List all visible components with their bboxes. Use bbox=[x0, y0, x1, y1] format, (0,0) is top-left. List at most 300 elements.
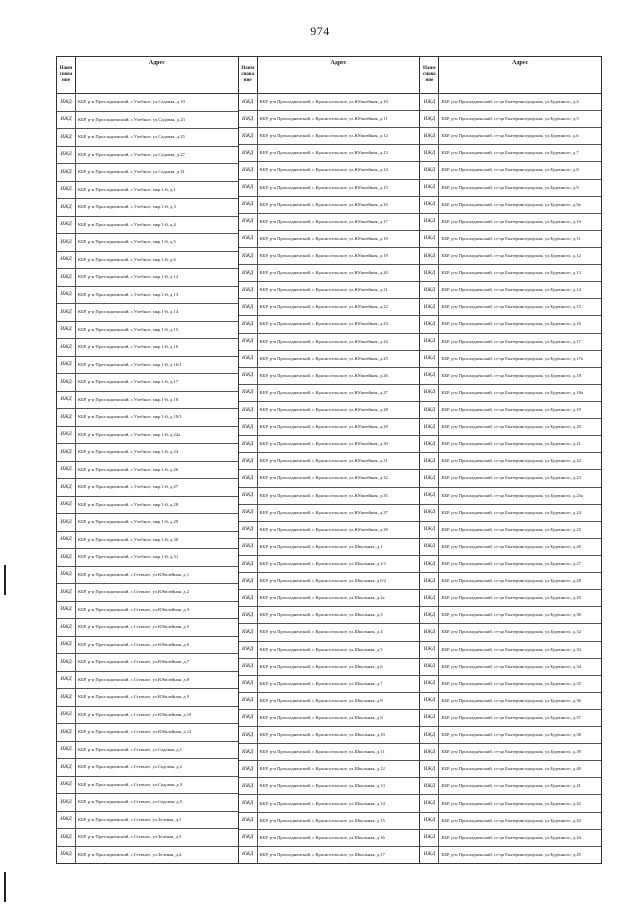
object-type-cell: ИЖД bbox=[239, 453, 258, 469]
table-row bbox=[420, 419, 601, 436]
object-type-cell: ИЖД bbox=[420, 334, 439, 350]
object-type-cell: ИЖД bbox=[57, 94, 76, 111]
table-row bbox=[57, 94, 238, 112]
object-type-cell: ИЖД bbox=[420, 351, 439, 367]
address-cell: КБР, р-н Прохладненский, с.Красносельское, ул.Школьная, д.17 bbox=[259, 851, 385, 857]
object-type-cell: ИЖД bbox=[420, 607, 439, 623]
table-row bbox=[239, 436, 420, 453]
table-header bbox=[420, 57, 601, 94]
address-cell: КБР, р-н Прохладненский, с.Красносельское, ул.Юбилейная, д.26 bbox=[259, 372, 388, 378]
object-type-cell: ИЖД bbox=[239, 128, 258, 144]
table-row bbox=[57, 147, 238, 165]
table-row bbox=[420, 145, 601, 162]
table-row bbox=[420, 488, 601, 505]
address-cell: КБР, р-н Прохладненский, с.Красносельское, ул.Юбилейная, д.30 bbox=[259, 441, 388, 447]
object-type-cell: ИЖД bbox=[57, 829, 76, 846]
object-type-cell: ИЖД bbox=[420, 265, 439, 281]
object-type-cell: ИЖД bbox=[420, 710, 439, 726]
object-type-cell: ИЖД bbox=[420, 436, 439, 452]
address-cell: КБР, р-н Прохладненский, ст-ца Екатериноградская, ул.Буденного, д.10 bbox=[441, 218, 581, 224]
table-row bbox=[57, 602, 238, 620]
object-type-cell: ИЖД bbox=[57, 252, 76, 269]
table-row bbox=[57, 322, 238, 340]
address-cell: КБР, р-н Прохладненский, ст-ца Екатериноградская, ул.Буденного, д.13 bbox=[441, 270, 581, 276]
table-row bbox=[420, 282, 601, 299]
address-cell: КБР, р-н Прохладненский, ст-ца Екатериноградская, ул.Буденного, д.35 bbox=[441, 680, 581, 686]
object-type-cell: ИЖД bbox=[239, 94, 258, 110]
address-cell: КБР, р-н Прохладненский, ст-ца Екатериноградская, ул.Буденного, д.43 bbox=[441, 817, 581, 823]
table-row bbox=[239, 505, 420, 522]
table-row bbox=[57, 217, 238, 235]
object-type-cell: ИЖД bbox=[239, 162, 258, 178]
table-row bbox=[57, 794, 238, 812]
address-cell: КБР, р-н Прохладненский, с.Красносельское, ул.Юбилейная, д.21 bbox=[259, 287, 388, 293]
address-cell: КБР, р-н Прохладненский, с.Учебное, мкр.1-й, д.18/1 bbox=[78, 414, 182, 420]
table-row bbox=[57, 812, 238, 830]
object-type-cell: ИЖД bbox=[57, 182, 76, 199]
object-type-cell: ИЖД bbox=[57, 602, 76, 619]
address-cell: КБР, р-н Прохладненский, ст-ца Екатериноградская, ул.Буденного, д.27 bbox=[441, 561, 581, 566]
table-row bbox=[239, 419, 420, 436]
table-row bbox=[239, 145, 420, 162]
header-name-cell: Наим снова ние bbox=[420, 57, 439, 93]
header-address-cell: Адрес bbox=[148, 60, 165, 66]
table-row bbox=[57, 707, 238, 725]
object-type-cell: ИЖД bbox=[420, 488, 439, 504]
address-cell: КБР, р-н Прохладненский, с.Степное, ул.Юбилейная, д.8 bbox=[78, 676, 189, 682]
table-row bbox=[57, 759, 238, 777]
table-body bbox=[239, 94, 420, 863]
address-cell: КБР, р-н Прохладненский, с.Красносельское, ул.Юбилейная, д.31 bbox=[259, 458, 388, 464]
object-type-cell: ИЖД bbox=[57, 269, 76, 286]
table-row bbox=[239, 282, 420, 299]
table-row bbox=[420, 607, 601, 624]
object-type-cell: ИЖД bbox=[57, 847, 76, 864]
address-cell: КБР, р-н Прохладненский, ст-ца Екатериноградская, ул.Буденного, д.19 bbox=[441, 407, 581, 413]
address-cell: КБР, р-н Прохладненский, с.Степное, ул.Зеленая, д.1 bbox=[78, 816, 182, 822]
table-row bbox=[239, 573, 420, 590]
table-row bbox=[239, 676, 420, 693]
address-cell: КБР, р-н Прохладненский, с.Степное, ул.Зеленая, д.4 bbox=[78, 851, 182, 857]
object-type-cell: ИЖД bbox=[239, 282, 258, 298]
address-cell: КБР, р-н Прохладненский, с.Учебное, мкр.1-й, д.28 bbox=[78, 501, 179, 507]
table-row bbox=[57, 234, 238, 252]
object-type-cell: ИЖД bbox=[239, 693, 258, 709]
table-row bbox=[57, 724, 238, 742]
address-cell: КБР, р-н Прохладненский, ст-ца Екатериноградская, ул.Буденного, д.6 bbox=[441, 133, 579, 139]
table-row bbox=[239, 590, 420, 607]
object-type-cell: ИЖД bbox=[239, 778, 258, 794]
object-type-cell: ИЖД bbox=[420, 162, 439, 178]
object-type-cell: ИЖД bbox=[57, 637, 76, 654]
object-type-cell: ИЖД bbox=[239, 847, 258, 863]
address-cell: КБР, р-н Прохладненский, ст-ца Екатериноградская, ул.Буденного, д.38 bbox=[441, 732, 581, 738]
address-cell: КБР, р-н Прохладненский, с.Красносельское, ул.Юбилейная, д.29 bbox=[259, 424, 388, 430]
object-type-cell: ИЖД bbox=[239, 299, 258, 315]
table-row bbox=[420, 385, 601, 402]
object-type-cell: ИЖД bbox=[420, 659, 439, 675]
object-type-cell: ИЖД bbox=[239, 607, 258, 623]
address-cell: КБР, р-н Прохладненский, с.Степное, ул.Юбилейная, д.1 bbox=[78, 571, 189, 577]
table-row bbox=[57, 532, 238, 550]
address-cell: КБР, р-н Прохладненский, ст-ца Екатериноградская, ул.Буденного, д.16 bbox=[441, 321, 581, 327]
address-cell: КБР, р-н Прохладненский, с.Красносельское, ул.Школьная, д.4 bbox=[259, 629, 383, 635]
address-cell: КБР, р-н Прохладненский, с.Красносельское, ул.Школьная, д.13 bbox=[259, 783, 385, 789]
object-type-cell: ИЖД bbox=[420, 522, 439, 538]
table-row bbox=[57, 164, 238, 182]
table-row bbox=[420, 573, 601, 590]
object-type-cell: ИЖД bbox=[239, 248, 258, 264]
address-cell: КБР, р-н Прохладненский, с.Учебное, мкр.1-й, д.1 bbox=[78, 186, 176, 192]
table-row bbox=[57, 672, 238, 690]
address-cell: КБР, р-н Прохладненский, с.Учебное, мкр.1-й, д.31 bbox=[78, 554, 179, 560]
table-row bbox=[420, 659, 601, 676]
table-row bbox=[239, 795, 420, 812]
table-row bbox=[239, 128, 420, 145]
table-row bbox=[57, 742, 238, 760]
address-cell: КБР, р-н Прохладненский, с.Красносельское, ул.Юбилейная, д.20 bbox=[259, 270, 388, 276]
table-row bbox=[420, 334, 601, 351]
table-row bbox=[420, 197, 601, 214]
table-row bbox=[57, 654, 238, 672]
table-row bbox=[420, 162, 601, 179]
table-row bbox=[57, 409, 238, 427]
address-cell: КБР, р-н Прохладненский, с.Учебное, мкр.1-й, д.16/1 bbox=[78, 361, 182, 367]
address-cell: КБР, р-н Прохладненский, ст-ца Екатериноградская, ул.Буденного, д.45 bbox=[441, 851, 581, 857]
object-type-cell: ИЖД bbox=[420, 180, 439, 196]
object-type-cell: ИЖД bbox=[420, 231, 439, 247]
table-row bbox=[57, 549, 238, 567]
table-row bbox=[239, 299, 420, 316]
address-cell: КБР, р-н Прохладненский, с.Степное, ул.Юбилейная, д.10 bbox=[78, 711, 192, 717]
object-type-cell: ИЖД bbox=[57, 304, 76, 321]
address-cell: КБР, р-н Прохладненский, с.Красносельское, ул.Юбилейная, д.14 bbox=[259, 167, 388, 173]
table-row bbox=[420, 436, 601, 453]
table-row bbox=[420, 402, 601, 419]
address-cell: КБР, р-н Прохладненский, с.Степное, ул.Садовая, д.5 bbox=[78, 799, 183, 805]
table-row bbox=[57, 287, 238, 305]
object-type-cell: ИЖД bbox=[420, 128, 439, 144]
table-row bbox=[420, 180, 601, 197]
address-cell: КБР, р-н Прохладненский, с.Красносельское, ул.Юбилейная, д.12 bbox=[259, 133, 388, 139]
object-type-cell: ИЖД bbox=[239, 744, 258, 760]
table-row bbox=[420, 744, 601, 761]
address-cell: КБР, р-н Прохладненский, с.Красносельское, ул.Школьная, д.6 bbox=[259, 663, 383, 669]
object-type-cell: ИЖД bbox=[57, 514, 76, 531]
object-type-cell: ИЖД bbox=[239, 590, 258, 606]
table-row bbox=[420, 624, 601, 641]
object-type-cell: ИЖД bbox=[57, 234, 76, 251]
address-cell: КБР, р-н Прохладненский, ст-ца Екатериноградская, ул.Буденного, д.17 bbox=[441, 338, 581, 344]
object-type-cell: ИЖД bbox=[239, 385, 258, 401]
object-type-cell: ИЖД bbox=[239, 368, 258, 384]
object-type-cell: ИЖД bbox=[57, 497, 76, 514]
object-type-cell: ИЖД bbox=[239, 761, 258, 777]
table-body bbox=[57, 94, 238, 863]
table-row bbox=[57, 252, 238, 270]
scan-edge-mark-lower bbox=[4, 872, 6, 902]
table-row bbox=[420, 453, 601, 470]
object-type-cell: ИЖД bbox=[420, 453, 439, 469]
table-row bbox=[239, 693, 420, 710]
table-row bbox=[239, 778, 420, 795]
object-type-cell: ИЖД bbox=[420, 419, 439, 435]
object-type-cell: ИЖД bbox=[57, 199, 76, 216]
table-row bbox=[239, 334, 420, 351]
object-type-cell: ИЖД bbox=[239, 470, 258, 486]
table-row bbox=[239, 556, 420, 573]
object-type-cell: ИЖД bbox=[239, 727, 258, 743]
address-table bbox=[56, 56, 602, 864]
address-cell: КБР, р-н Прохладненский, ст-ца Екатериноградская, ул.Буденного, д.8 bbox=[441, 167, 579, 173]
table-row bbox=[239, 624, 420, 641]
object-type-cell: ИЖД bbox=[239, 111, 258, 127]
object-type-cell: ИЖД bbox=[420, 299, 439, 315]
address-cell: КБР, р-н Прохладненский, ст-ца Екатериноградская, ул.Буденного, д.11 bbox=[441, 235, 581, 241]
object-type-cell: ИЖД bbox=[57, 759, 76, 776]
table-row bbox=[57, 847, 238, 864]
table-row bbox=[57, 392, 238, 410]
object-type-cell: ИЖД bbox=[239, 659, 258, 675]
address-cell: КБР, р-н Прохладненский, ст-ца Екатериноградская, ул.Буденного, д.30 bbox=[441, 612, 581, 618]
object-type-cell: ИЖД bbox=[420, 470, 439, 486]
address-cell: КБР, р-н Прохладненский, с.Красносельское, ул.Юбилейная, д.25 bbox=[259, 355, 388, 361]
table-row bbox=[420, 128, 601, 145]
object-type-cell: ИЖД bbox=[420, 402, 439, 418]
object-type-cell: ИЖД bbox=[57, 287, 76, 304]
table-row bbox=[239, 231, 420, 248]
table-row bbox=[239, 385, 420, 402]
address-cell: КБР, р-н Прохладненский, ст-ца Екатериноградская, ул.Буденного, д.26 bbox=[441, 543, 581, 549]
object-type-cell: ИЖД bbox=[239, 676, 258, 692]
address-cell: КБР, р-н Прохладненский, с.Красносельское, ул.Школьная, д.7 bbox=[259, 680, 383, 686]
address-cell: КБР, р-н Прохладненский, с.Учебное, мкр.1-й, д.22а bbox=[78, 431, 181, 437]
object-type-cell: ИЖД bbox=[420, 573, 439, 589]
address-cell: КБР, р-н Прохладненский, ст-ца Екатериноградская, ул.Буденного, д.17а bbox=[441, 355, 583, 361]
object-type-cell: ИЖД bbox=[420, 282, 439, 298]
table-row bbox=[420, 830, 601, 847]
address-cell: КБР, р-н Прохладненский, с.Степное, ул.Юбилейная, д.12 bbox=[78, 729, 192, 735]
address-cell: КБР, р-н Прохладненский, с.Учебное, мкр.1-й, д.29 bbox=[78, 519, 179, 525]
table-row bbox=[239, 180, 420, 197]
address-cell: КБР, р-н Прохладненский, ст-ца Екатериноградская, ул.Буденного, д.36 bbox=[441, 697, 581, 703]
object-type-cell: ИЖД bbox=[57, 147, 76, 164]
table-row bbox=[239, 111, 420, 128]
object-type-cell: ИЖД bbox=[420, 761, 439, 777]
object-type-cell: ИЖД bbox=[239, 642, 258, 658]
header-name-cell: Наим снова ние bbox=[239, 57, 258, 93]
object-type-cell: ИЖД bbox=[239, 334, 258, 350]
table-row bbox=[239, 659, 420, 676]
address-cell: КБР, р-н Прохладненский, с.Красносельское, ул.Юбилейная, д.27 bbox=[259, 389, 388, 395]
table-row bbox=[57, 182, 238, 200]
address-cell: КБР, р-н Прохладненский, ст-ца Екатериноградская, ул.Буденного, д.18 bbox=[441, 372, 581, 378]
table-row bbox=[420, 556, 601, 573]
object-type-cell: ИЖД bbox=[420, 385, 439, 401]
object-type-cell: ИЖД bbox=[57, 462, 76, 479]
address-cell: КБР, р-н Прохладненский, с.Красносельское, ул.Юбилейная, д.22 bbox=[259, 304, 388, 310]
address-cell: КБР, р-н Прохладненский, с.Степное, ул.Юбилейная, д.5 bbox=[78, 624, 189, 630]
object-type-cell: ИЖД bbox=[420, 145, 439, 161]
table-row bbox=[239, 710, 420, 727]
table-row bbox=[420, 368, 601, 385]
address-cell: КБР, р-н Прохладненский, с.Красносельское, ул.Юбилейная, д.24 bbox=[259, 338, 388, 344]
address-cell: КБР, р-н Прохладненский, с.Степное, ул.Садовая, д.3 bbox=[78, 781, 183, 787]
address-cell: КБР, р-н Прохладненский, с.Красносельское, ул.Юбилейная, д.11 bbox=[259, 116, 388, 122]
table-row bbox=[239, 813, 420, 830]
address-cell: КБР, р-н Прохладненский, с.Учебное, мкр.1-й, д.16 bbox=[78, 344, 179, 350]
address-cell: КБР, р-н Прохладненский, с.Учебное, мкр.1-й, д.30 bbox=[78, 536, 179, 542]
header-address-cell: Адрес bbox=[330, 60, 347, 66]
object-type-cell: ИЖД bbox=[420, 539, 439, 555]
address-cell: КБР, р-н Прохладненский, с.Красносельское, ул.Юбилейная, д.32 bbox=[259, 475, 388, 481]
table-column-3 bbox=[420, 56, 602, 864]
address-cell: КБР, р-н Прохладненский, с.Степное, ул.Юбилейная, д.7 bbox=[78, 659, 189, 665]
object-type-cell: ИЖД bbox=[57, 672, 76, 689]
table-row bbox=[239, 402, 420, 419]
table-row bbox=[239, 162, 420, 179]
address-cell: КБР, р-н Прохладненский, с.Красносельское, ул.Юбилейная, д.13 bbox=[259, 150, 388, 156]
address-cell: КБР, р-н Прохладненский, с.Учебное, ул.Садовая, д.25 bbox=[78, 134, 185, 140]
address-cell: КБР, р-н Прохладненский, с.Учебное, ул.Садовая, д.23 bbox=[78, 116, 185, 122]
address-cell: КБР, р-н Прохладненский, с.Учебное, мкр.1-й, д.14 bbox=[78, 309, 179, 315]
object-type-cell: ИЖД bbox=[239, 436, 258, 452]
object-type-cell: ИЖД bbox=[57, 357, 76, 374]
table-row bbox=[420, 316, 601, 333]
address-cell: КБР, р-н Прохладненский, ст-ца Екатериноградская, ул.Буденного, д.9а bbox=[441, 201, 581, 207]
table-row bbox=[420, 351, 601, 368]
object-type-cell: ИЖД bbox=[57, 654, 76, 671]
object-type-cell: ИЖД bbox=[420, 676, 439, 692]
address-cell: КБР, р-н Прохладненский, с.Красносельское, ул.Юбилейная, д.23 bbox=[259, 321, 388, 327]
address-cell: КБР, р-н Прохладненский, с.Учебное, ул.Садовая, д.27 bbox=[78, 151, 185, 157]
table-row bbox=[57, 584, 238, 602]
address-cell: КБР, р-н Прохладненский, ст-ца Екатериноградская, ул.Буденного, д.21 bbox=[441, 441, 581, 447]
object-type-cell: ИЖД bbox=[57, 549, 76, 566]
object-type-cell: ИЖД bbox=[57, 217, 76, 234]
object-type-cell: ИЖД bbox=[57, 392, 76, 409]
table-row bbox=[57, 637, 238, 655]
address-cell: КБР, р-н Прохладненский, ст-ца Екатериноградская, ул.Буденного, д.44 bbox=[441, 834, 581, 840]
address-cell: КБР, р-н Прохладненский, с.Красносельское, ул.Школьная, д.15 bbox=[259, 817, 385, 823]
table-row bbox=[420, 111, 601, 128]
table-row bbox=[420, 761, 601, 778]
address-cell: КБР, р-н Прохладненский, с.Степное, ул.Садовая, д.2 bbox=[78, 764, 183, 770]
address-cell: КБР, р-н Прохладненский, ст-ца Екатериноградская, ул.Буденного, д.7 bbox=[441, 150, 579, 156]
address-cell: КБР, р-н Прохладненский, с.Учебное, мкр.1-й, д.24 bbox=[78, 449, 179, 455]
table-row bbox=[420, 231, 601, 248]
address-cell: КБР, р-н Прохладненский, с.Красносельское, ул.Юбилейная, д.19 bbox=[259, 253, 388, 259]
object-type-cell: ИЖД bbox=[57, 794, 76, 811]
address-cell: КБР, р-н Прохладненский, с.Учебное, мкр.1-й, д.4 bbox=[78, 221, 176, 227]
address-cell: КБР, р-н Прохладненский, с.Степное, ул.Юбилейная, д.3 bbox=[78, 606, 189, 612]
object-type-cell: ИЖД bbox=[239, 231, 258, 247]
address-cell: КБР, р-н Прохладненский, с.Красносельское, ул.Школьная, д.5 bbox=[259, 646, 383, 652]
object-type-cell: ИЖД bbox=[57, 444, 76, 461]
object-type-cell: ИЖД bbox=[57, 689, 76, 706]
table-row bbox=[420, 727, 601, 744]
address-cell: КБР, р-н Прохладненский, ст-ца Екатериноградская, ул.Буденного, д.12 bbox=[441, 253, 581, 259]
header-address-cell: Адрес bbox=[512, 60, 529, 66]
address-cell: КБР, р-н Прохладненский, с.Учебное, мкр.1-й, д.15 bbox=[78, 326, 179, 332]
table-row bbox=[57, 129, 238, 147]
table-row bbox=[239, 539, 420, 556]
address-cell: КБР, р-н Прохладненский, ст-ца Екатериноградская, ул.Буденного, д.4 bbox=[441, 99, 579, 105]
object-type-cell: ИЖД bbox=[239, 539, 258, 555]
table-row bbox=[239, 351, 420, 368]
table-header bbox=[239, 57, 420, 94]
object-type-cell: ИЖД bbox=[57, 724, 76, 741]
address-cell: КБР, р-н Прохладненский, с.Красносельское, ул.Школьная, д.16 bbox=[259, 834, 385, 840]
table-row bbox=[239, 214, 420, 231]
table-row bbox=[420, 778, 601, 795]
address-cell: КБР, р-н Прохладненский, с.Красносельское, ул.Юбилейная, д.15 bbox=[259, 184, 388, 190]
address-cell: КБР, р-н Прохладненский, ст-ца Екатериноградская, ул.Буденного, д.34 bbox=[441, 663, 581, 669]
object-type-cell: ИЖД bbox=[420, 727, 439, 743]
table-column-2 bbox=[239, 56, 421, 864]
table-row bbox=[57, 199, 238, 217]
address-cell: КБР, р-н Прохладненский, с.Красносельское, ул.Школьная, д.12 bbox=[259, 766, 385, 772]
address-cell: КБР, р-н Прохладненский, ст-ца Екатериноградская, ул.Буденного, д.25 bbox=[441, 526, 581, 532]
address-cell: КБР, р-н Прохладненский, с.Красносельское, ул.Юбилейная, д.37 bbox=[259, 509, 388, 515]
object-type-cell: ИЖД bbox=[420, 197, 439, 213]
object-type-cell: ИЖД bbox=[420, 590, 439, 606]
address-cell: КБР, р-н Прохладненский, с.Учебное, ул.Садовая, д.31 bbox=[78, 169, 185, 175]
address-cell: КБР, р-н Прохладненский, ст-ца Екатериноградская, ул.Буденного, д.9 bbox=[441, 184, 579, 190]
object-type-cell: ИЖД bbox=[420, 94, 439, 110]
table-row bbox=[239, 744, 420, 761]
object-type-cell: ИЖД bbox=[57, 164, 76, 181]
address-cell: КБР, р-н Прохладненский, с.Учебное, мкр.1-й, д.3 bbox=[78, 204, 176, 210]
address-cell: КБР, р-н Прохладненский, с.Учебное, мкр.1-й, д.17 bbox=[78, 379, 179, 385]
object-type-cell: ИЖД bbox=[239, 351, 258, 367]
address-cell: КБР, р-н Прохладненский, ст-ца Екатериноградская, ул.Буденного, д.23 bbox=[441, 475, 581, 481]
address-cell: КБР, р-н Прохладненский, с.Степное, ул.Юбилейная, д.9 bbox=[78, 694, 189, 700]
object-type-cell: ИЖД bbox=[57, 707, 76, 724]
object-type-cell: ИЖД bbox=[420, 778, 439, 794]
object-type-cell: ИЖД bbox=[239, 197, 258, 213]
object-type-cell: ИЖД bbox=[57, 777, 76, 794]
table-row bbox=[239, 607, 420, 624]
table-row bbox=[57, 357, 238, 375]
address-cell: КБР, р-н Прохладненский, ст-ца Екатериноградская, ул.Буденного, д.23а bbox=[441, 492, 583, 498]
table-row bbox=[57, 339, 238, 357]
address-cell: КБР, р-н Прохладненский, с.Учебное, мкр.1-й, д.5 bbox=[78, 239, 176, 245]
address-cell: КБР, р-н Прохладненский, ст-ца Екатериноградская, ул.Буденного, д.41 bbox=[441, 783, 581, 789]
object-type-cell: ИЖД bbox=[239, 419, 258, 435]
object-type-cell: ИЖД bbox=[239, 522, 258, 538]
object-type-cell: ИЖД bbox=[420, 111, 439, 127]
table-row bbox=[239, 727, 420, 744]
object-type-cell: ИЖД bbox=[239, 710, 258, 726]
table-row bbox=[420, 710, 601, 727]
table-row bbox=[57, 374, 238, 392]
table-row bbox=[239, 94, 420, 111]
object-type-cell: ИЖД bbox=[420, 642, 439, 658]
address-cell: КБР, р-н Прохладненский, ст-ца Екатериноградская, ул.Буденного, д.24 bbox=[441, 509, 581, 515]
object-type-cell: ИЖД bbox=[239, 145, 258, 161]
table-row bbox=[57, 462, 238, 480]
address-cell: КБР, р-н Прохладненский, с.Красносельское, ул.Школьная, д.2а bbox=[259, 595, 385, 601]
address-cell: КБР, р-н Прохладненский, с.Красносельское, ул.Юбилейная, д.17 bbox=[259, 218, 388, 224]
table-row bbox=[420, 847, 601, 863]
object-type-cell: ИЖД bbox=[57, 584, 76, 601]
address-cell: КБР, р-н Прохладненский, ст-ца Екатериноградская, ул.Буденного, д.20 bbox=[441, 424, 581, 430]
address-cell: КБР, р-н Прохладненский, ст-ца Екатериноградская, ул.Буденного, д.40 bbox=[441, 766, 581, 772]
address-cell: КБР, р-н Прохладненский, с.Учебное, мкр.1-й, д.12 bbox=[78, 274, 179, 280]
address-cell: КБР, р-н Прохладненский, с.Красносельское, ул.Юбилейная, д.39 bbox=[259, 526, 388, 532]
address-cell: КБР, р-н Прохладненский, с.Красносельское, ул.Школьная, д.8 bbox=[259, 697, 383, 703]
